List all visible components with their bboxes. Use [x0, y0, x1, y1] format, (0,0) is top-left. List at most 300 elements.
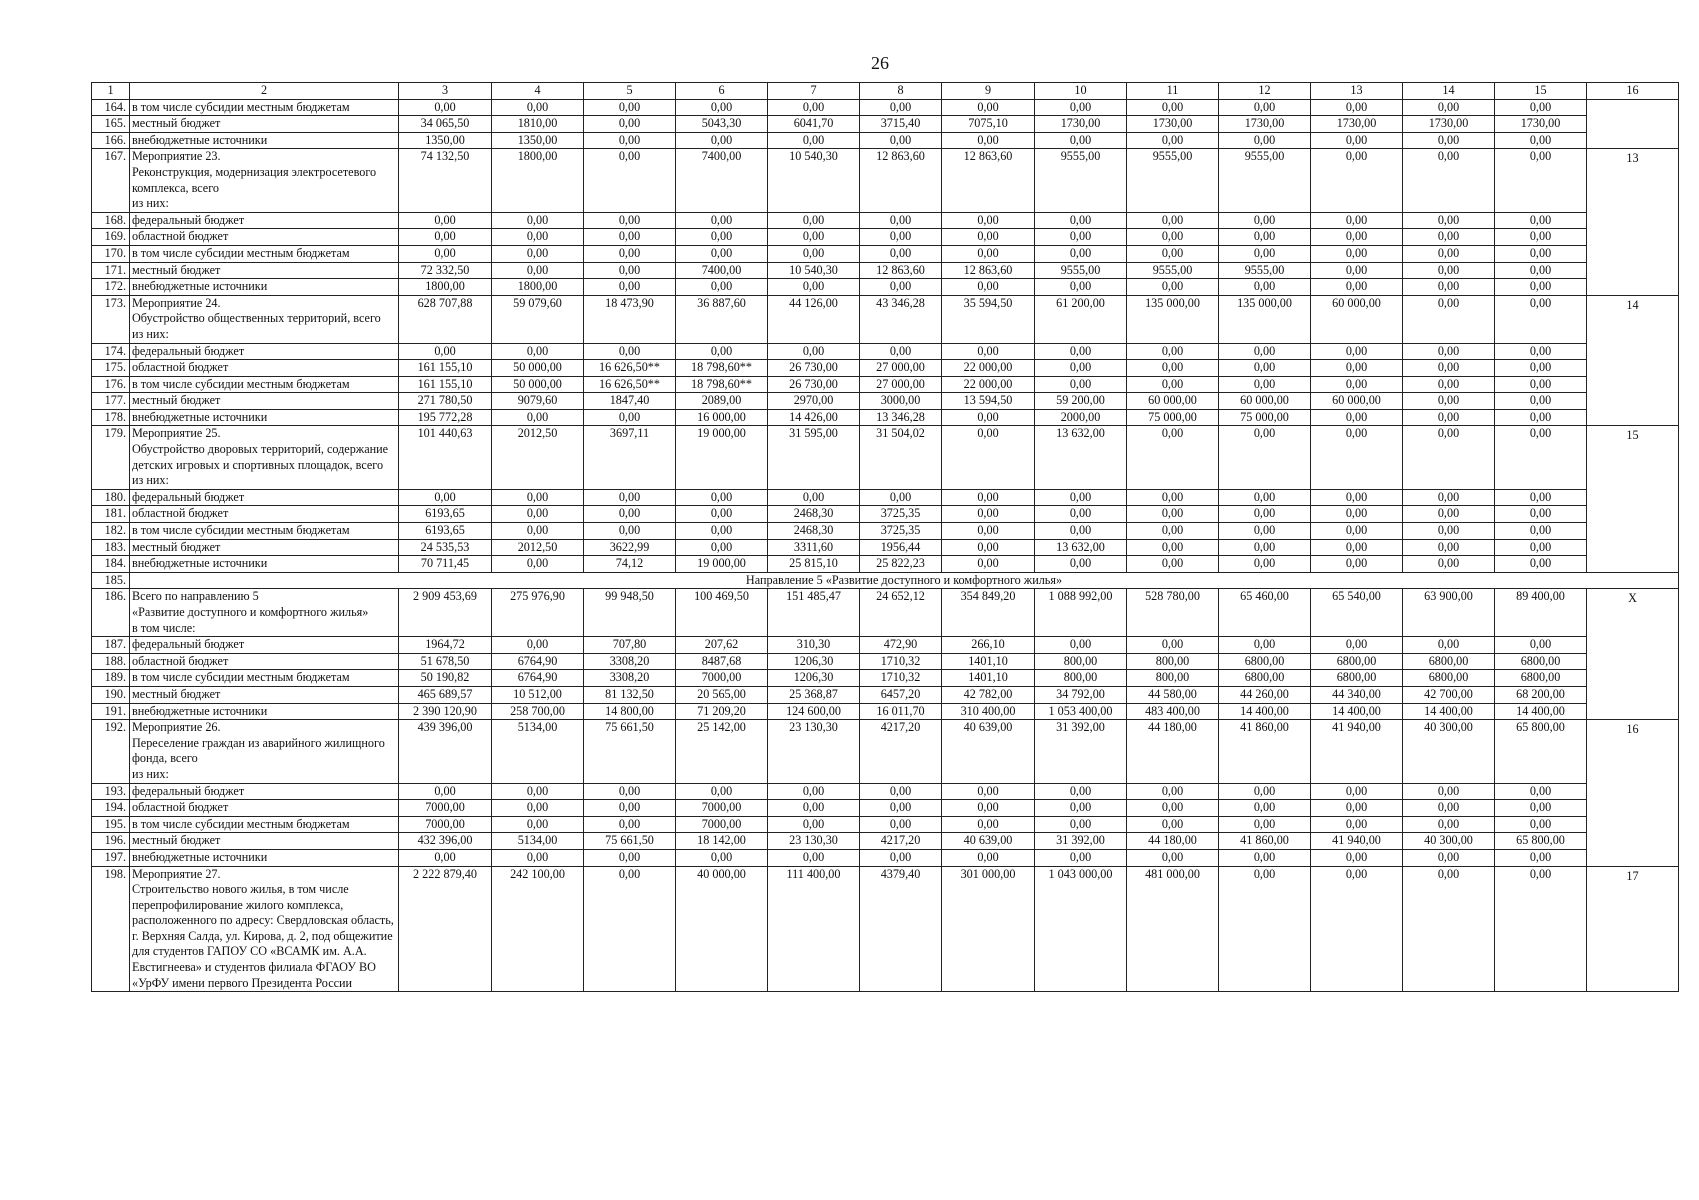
value-cell: 1730,00: [1495, 116, 1587, 133]
value-cell: 14 426,00: [768, 409, 860, 426]
value-cell: 0,00: [942, 556, 1035, 573]
value-cell: 1206,30: [768, 653, 860, 670]
value-cell: 0,00: [942, 800, 1035, 817]
value-cell: 0,00: [1035, 489, 1127, 506]
value-cell: 266,10: [942, 637, 1035, 654]
column-header: 15: [1495, 83, 1587, 100]
value-cell: 24 652,12: [860, 589, 942, 637]
row-name: федеральный бюджет: [130, 343, 399, 360]
value-cell: 0,00: [1219, 229, 1311, 246]
value-cell: 3622,99: [584, 539, 676, 556]
reference-cell: 14: [1587, 295, 1679, 426]
value-cell: 60 000,00: [1127, 393, 1219, 410]
column-header: 10: [1035, 83, 1127, 100]
value-cell: 0,00: [492, 99, 584, 116]
value-cell: 40 639,00: [942, 833, 1035, 850]
value-cell: 161 155,10: [399, 360, 492, 377]
value-cell: 0,00: [1495, 800, 1587, 817]
value-cell: 0,00: [1127, 783, 1219, 800]
column-header: 13: [1311, 83, 1403, 100]
value-cell: 0,00: [676, 99, 768, 116]
value-cell: 0,00: [584, 816, 676, 833]
row-name: местный бюджет: [130, 833, 399, 850]
value-cell: 0,00: [1219, 506, 1311, 523]
value-cell: 6193,65: [399, 506, 492, 523]
value-cell: 0,00: [1311, 800, 1403, 817]
value-cell: 0,00: [942, 816, 1035, 833]
value-cell: 0,00: [1495, 539, 1587, 556]
value-cell: 65 540,00: [1311, 589, 1403, 637]
value-cell: 0,00: [1403, 229, 1495, 246]
value-cell: 800,00: [1035, 670, 1127, 687]
value-cell: 0,00: [1035, 229, 1127, 246]
value-cell: 0,00: [1219, 800, 1311, 817]
value-cell: 59 200,00: [1035, 393, 1127, 410]
row-name: федеральный бюджет: [130, 489, 399, 506]
value-cell: 60 000,00: [1311, 295, 1403, 343]
value-cell: 16 011,70: [860, 703, 942, 720]
value-cell: 7400,00: [676, 149, 768, 212]
row-number: 179.: [92, 426, 130, 489]
value-cell: 100 469,50: [676, 589, 768, 637]
value-cell: 4379,40: [860, 866, 942, 992]
value-cell: 0,00: [1495, 132, 1587, 149]
value-cell: 2 222 879,40: [399, 866, 492, 992]
value-cell: 0,00: [492, 637, 584, 654]
value-cell: 135 000,00: [1219, 295, 1311, 343]
value-cell: 0,00: [676, 229, 768, 246]
value-cell: 1810,00: [492, 116, 584, 133]
value-cell: 23 130,30: [768, 720, 860, 783]
value-cell: 0,00: [1495, 523, 1587, 540]
row-number: 169.: [92, 229, 130, 246]
value-cell: 0,00: [1403, 539, 1495, 556]
value-cell: 0,00: [584, 783, 676, 800]
value-cell: 13 632,00: [1035, 539, 1127, 556]
column-header: 3: [399, 83, 492, 100]
value-cell: 0,00: [399, 229, 492, 246]
value-cell: 25 142,00: [676, 720, 768, 783]
value-cell: 0,00: [768, 343, 860, 360]
value-cell: 0,00: [1495, 343, 1587, 360]
row-number: 198.: [92, 866, 130, 992]
value-cell: 0,00: [1127, 376, 1219, 393]
column-header: 9: [942, 83, 1035, 100]
value-cell: 0,00: [942, 523, 1035, 540]
value-cell: 75 661,50: [584, 833, 676, 850]
value-cell: 0,00: [492, 409, 584, 426]
value-cell: 0,00: [676, 539, 768, 556]
value-cell: 0,00: [1495, 489, 1587, 506]
value-cell: 3000,00: [860, 393, 942, 410]
value-cell: 0,00: [584, 149, 676, 212]
table-row: [92, 343, 1679, 360]
value-cell: 0,00: [676, 279, 768, 296]
value-cell: 2 390 120,90: [399, 703, 492, 720]
value-cell: 0,00: [768, 245, 860, 262]
row-name: областной бюджет: [130, 229, 399, 246]
value-cell: 65 800,00: [1495, 720, 1587, 783]
value-cell: 0,00: [1495, 393, 1587, 410]
table-row: [92, 783, 1679, 800]
value-cell: 0,00: [860, 229, 942, 246]
row-number: 166.: [92, 132, 130, 149]
value-cell: 0,00: [1127, 212, 1219, 229]
value-cell: 0,00: [1219, 489, 1311, 506]
table-row: [92, 523, 1679, 540]
value-cell: 5134,00: [492, 833, 584, 850]
value-cell: 70 711,45: [399, 556, 492, 573]
value-cell: 0,00: [1035, 506, 1127, 523]
row-name: в том числе субсидии местным бюджетам: [130, 99, 399, 116]
row-number: 164.: [92, 99, 130, 116]
value-cell: 0,00: [584, 99, 676, 116]
column-header: 7: [768, 83, 860, 100]
value-cell: 4217,20: [860, 833, 942, 850]
value-cell: 0,00: [1035, 783, 1127, 800]
value-cell: 0,00: [1495, 99, 1587, 116]
value-cell: 0,00: [942, 506, 1035, 523]
value-cell: 2970,00: [768, 393, 860, 410]
value-cell: 0,00: [1403, 262, 1495, 279]
row-number: 168.: [92, 212, 130, 229]
value-cell: 0,00: [1035, 360, 1127, 377]
value-cell: 36 887,60: [676, 295, 768, 343]
value-cell: 20 565,00: [676, 686, 768, 703]
value-cell: 0,00: [860, 343, 942, 360]
table-row: [92, 653, 1679, 670]
value-cell: 0,00: [1495, 816, 1587, 833]
value-cell: 0,00: [1035, 376, 1127, 393]
table-row: [92, 849, 1679, 866]
value-cell: 101 440,63: [399, 426, 492, 489]
reference-cell: 16: [1587, 720, 1679, 866]
value-cell: 0,00: [492, 229, 584, 246]
value-cell: 31 504,02: [860, 426, 942, 489]
value-cell: 0,00: [1311, 212, 1403, 229]
value-cell: 0,00: [860, 489, 942, 506]
table-row: [92, 262, 1679, 279]
budget-table: [91, 82, 1679, 992]
value-cell: 3697,11: [584, 426, 676, 489]
value-cell: 9555,00: [1219, 262, 1311, 279]
value-cell: 1401,10: [942, 653, 1035, 670]
value-cell: 24 535,53: [399, 539, 492, 556]
row-name: местный бюджет: [130, 393, 399, 410]
value-cell: 0,00: [1495, 212, 1587, 229]
value-cell: 6800,00: [1403, 670, 1495, 687]
value-cell: 34 065,50: [399, 116, 492, 133]
value-cell: 0,00: [1311, 849, 1403, 866]
table-row: [92, 360, 1679, 377]
value-cell: 9555,00: [1127, 149, 1219, 212]
value-cell: 9555,00: [1127, 262, 1219, 279]
value-cell: 6800,00: [1495, 653, 1587, 670]
table-row: [92, 132, 1679, 149]
value-cell: 0,00: [1127, 506, 1219, 523]
value-cell: 0,00: [1219, 637, 1311, 654]
value-cell: 1401,10: [942, 670, 1035, 687]
column-header: 1: [92, 83, 130, 100]
value-cell: 258 700,00: [492, 703, 584, 720]
row-name: в том числе субсидии местным бюджетам: [130, 816, 399, 833]
value-cell: 0,00: [1311, 637, 1403, 654]
value-cell: 51 678,50: [399, 653, 492, 670]
value-cell: 68 200,00: [1495, 686, 1587, 703]
value-cell: 0,00: [399, 783, 492, 800]
value-cell: 0,00: [1311, 816, 1403, 833]
value-cell: 124 600,00: [768, 703, 860, 720]
value-cell: 0,00: [492, 506, 584, 523]
row-number: 165.: [92, 116, 130, 133]
table-row: [92, 703, 1679, 720]
value-cell: 1730,00: [1035, 116, 1127, 133]
value-cell: 0,00: [1311, 489, 1403, 506]
value-cell: 18 798,60**: [676, 376, 768, 393]
value-cell: 0,00: [676, 245, 768, 262]
row-name: внебюджетные источники: [130, 703, 399, 720]
value-cell: 0,00: [399, 99, 492, 116]
value-cell: 50 000,00: [492, 376, 584, 393]
value-cell: 0,00: [1403, 783, 1495, 800]
row-name: областной бюджет: [130, 800, 399, 817]
value-cell: 0,00: [492, 800, 584, 817]
value-cell: 10 512,00: [492, 686, 584, 703]
value-cell: 1350,00: [492, 132, 584, 149]
column-header: 6: [676, 83, 768, 100]
value-cell: 0,00: [1127, 539, 1219, 556]
value-cell: 16 626,50**: [584, 360, 676, 377]
value-cell: 0,00: [942, 99, 1035, 116]
value-cell: 8487,68: [676, 653, 768, 670]
value-cell: 0,00: [768, 229, 860, 246]
value-cell: 44 340,00: [1311, 686, 1403, 703]
value-cell: 14 400,00: [1495, 703, 1587, 720]
value-cell: 0,00: [399, 212, 492, 229]
value-cell: 0,00: [1127, 800, 1219, 817]
row-number: 193.: [92, 783, 130, 800]
value-cell: 271 780,50: [399, 393, 492, 410]
value-cell: 1710,32: [860, 653, 942, 670]
value-cell: 0,00: [1219, 539, 1311, 556]
value-cell: 0,00: [492, 212, 584, 229]
row-name: Мероприятие 25. Обустройство дворовых территорий, содержание детских игровых и спортивных площадок, всего из них:: [130, 426, 399, 489]
value-cell: 310 400,00: [942, 703, 1035, 720]
value-cell: 74 132,50: [399, 149, 492, 212]
value-cell: 0,00: [1403, 849, 1495, 866]
value-cell: 0,00: [1403, 245, 1495, 262]
table-row: [92, 426, 1679, 489]
value-cell: 6800,00: [1403, 653, 1495, 670]
value-cell: 12 863,60: [942, 262, 1035, 279]
column-header: 11: [1127, 83, 1219, 100]
value-cell: 6041,70: [768, 116, 860, 133]
value-cell: 0,00: [1403, 637, 1495, 654]
value-cell: 0,00: [584, 343, 676, 360]
value-cell: 7000,00: [676, 670, 768, 687]
value-cell: 481 000,00: [1127, 866, 1219, 992]
row-name: Мероприятие 24. Обустройство общественных территорий, всего из них:: [130, 295, 399, 343]
value-cell: 43 346,28: [860, 295, 942, 343]
value-cell: 13 346,28: [860, 409, 942, 426]
value-cell: 10 540,30: [768, 262, 860, 279]
value-cell: 9079,60: [492, 393, 584, 410]
value-cell: 310,30: [768, 637, 860, 654]
value-cell: 0,00: [1127, 99, 1219, 116]
value-cell: 195 772,28: [399, 409, 492, 426]
table-row: [92, 116, 1679, 133]
row-number: 194.: [92, 800, 130, 817]
value-cell: 0,00: [860, 99, 942, 116]
value-cell: 0,00: [399, 489, 492, 506]
value-cell: 7000,00: [676, 800, 768, 817]
value-cell: 59 079,60: [492, 295, 584, 343]
row-name: в том числе субсидии местным бюджетам: [130, 670, 399, 687]
value-cell: 0,00: [1495, 409, 1587, 426]
row-name: федеральный бюджет: [130, 212, 399, 229]
value-cell: 5043,30: [676, 116, 768, 133]
row-number: 185.: [92, 572, 130, 589]
value-cell: 1730,00: [1127, 116, 1219, 133]
value-cell: 0,00: [1403, 99, 1495, 116]
value-cell: 0,00: [1127, 279, 1219, 296]
value-cell: 0,00: [492, 262, 584, 279]
value-cell: 0,00: [1035, 212, 1127, 229]
value-cell: 0,00: [1035, 800, 1127, 817]
value-cell: 0,00: [1311, 523, 1403, 540]
value-cell: 1730,00: [1311, 116, 1403, 133]
value-cell: 0,00: [1311, 783, 1403, 800]
reference-cell: 13: [1587, 149, 1679, 295]
value-cell: 1350,00: [399, 132, 492, 149]
value-cell: 0,00: [860, 783, 942, 800]
value-cell: 301 000,00: [942, 866, 1035, 992]
value-cell: 0,00: [1311, 409, 1403, 426]
value-cell: 800,00: [1127, 653, 1219, 670]
value-cell: 0,00: [1219, 212, 1311, 229]
value-cell: 0,00: [1311, 99, 1403, 116]
value-cell: 22 000,00: [942, 376, 1035, 393]
value-cell: 12 863,60: [860, 149, 942, 212]
value-cell: 0,00: [584, 229, 676, 246]
table-row: [92, 409, 1679, 426]
value-cell: 0,00: [768, 489, 860, 506]
table-row: [92, 229, 1679, 246]
value-cell: 0,00: [1219, 245, 1311, 262]
value-cell: 0,00: [1219, 866, 1311, 992]
table-row: [92, 539, 1679, 556]
row-name: федеральный бюджет: [130, 783, 399, 800]
value-cell: 0,00: [942, 783, 1035, 800]
value-cell: 0,00: [1127, 360, 1219, 377]
value-cell: 0,00: [768, 816, 860, 833]
table-row: [92, 670, 1679, 687]
row-name: Всего по направлению 5 «Развитие доступного и комфортного жилья» в том числе:: [130, 589, 399, 637]
value-cell: 0,00: [1403, 816, 1495, 833]
value-cell: 0,00: [1311, 229, 1403, 246]
row-number: 174.: [92, 343, 130, 360]
value-cell: 0,00: [1495, 849, 1587, 866]
section-row: [92, 572, 1679, 589]
value-cell: 7000,00: [399, 800, 492, 817]
row-number: 182.: [92, 523, 130, 540]
value-cell: 0,00: [1035, 132, 1127, 149]
value-cell: 0,00: [1403, 426, 1495, 489]
row-number: 173.: [92, 295, 130, 343]
value-cell: 0,00: [1311, 279, 1403, 296]
value-cell: 1730,00: [1403, 116, 1495, 133]
value-cell: 5134,00: [492, 720, 584, 783]
value-cell: 0,00: [1495, 866, 1587, 992]
value-cell: 0,00: [1311, 539, 1403, 556]
row-number: 171.: [92, 262, 130, 279]
value-cell: 0,00: [1035, 245, 1127, 262]
value-cell: 60 000,00: [1311, 393, 1403, 410]
value-cell: 0,00: [1403, 132, 1495, 149]
row-number: 192.: [92, 720, 130, 783]
column-header: 4: [492, 83, 584, 100]
column-header: 16: [1587, 83, 1679, 100]
value-cell: 0,00: [1219, 99, 1311, 116]
reference-cell: X: [1587, 589, 1679, 720]
value-cell: 0,00: [942, 426, 1035, 489]
row-number: 190.: [92, 686, 130, 703]
value-cell: 0,00: [1495, 506, 1587, 523]
row-number: 195.: [92, 816, 130, 833]
value-cell: 0,00: [584, 262, 676, 279]
value-cell: 0,00: [676, 132, 768, 149]
value-cell: 3725,35: [860, 523, 942, 540]
value-cell: 0,00: [1495, 556, 1587, 573]
value-cell: 0,00: [676, 212, 768, 229]
value-cell: 1730,00: [1219, 116, 1311, 133]
value-cell: 0,00: [676, 849, 768, 866]
value-cell: 31 595,00: [768, 426, 860, 489]
row-name: федеральный бюджет: [130, 637, 399, 654]
value-cell: 0,00: [492, 523, 584, 540]
value-cell: 12 863,60: [860, 262, 942, 279]
value-cell: 2 909 453,69: [399, 589, 492, 637]
value-cell: 0,00: [492, 245, 584, 262]
table-row: [92, 556, 1679, 573]
row-number: 180.: [92, 489, 130, 506]
value-cell: 0,00: [1035, 637, 1127, 654]
value-cell: 0,00: [584, 409, 676, 426]
value-cell: 10 540,30: [768, 149, 860, 212]
row-name: в том числе субсидии местным бюджетам: [130, 376, 399, 393]
value-cell: 2468,30: [768, 506, 860, 523]
table-row: [92, 212, 1679, 229]
value-cell: 18 473,90: [584, 295, 676, 343]
value-cell: 31 392,00: [1035, 833, 1127, 850]
value-cell: 0,00: [492, 783, 584, 800]
row-number: 177.: [92, 393, 130, 410]
value-cell: 1710,32: [860, 670, 942, 687]
row-name: местный бюджет: [130, 116, 399, 133]
table-row: [92, 833, 1679, 850]
value-cell: 0,00: [1219, 783, 1311, 800]
value-cell: 75 000,00: [1219, 409, 1311, 426]
value-cell: 1 088 992,00: [1035, 589, 1127, 637]
column-header: 2: [130, 83, 399, 100]
row-name: местный бюджет: [130, 686, 399, 703]
value-cell: 0,00: [492, 849, 584, 866]
value-cell: 0,00: [1219, 360, 1311, 377]
value-cell: 0,00: [768, 849, 860, 866]
value-cell: 0,00: [942, 132, 1035, 149]
value-cell: 1956,44: [860, 539, 942, 556]
value-cell: 0,00: [1219, 279, 1311, 296]
